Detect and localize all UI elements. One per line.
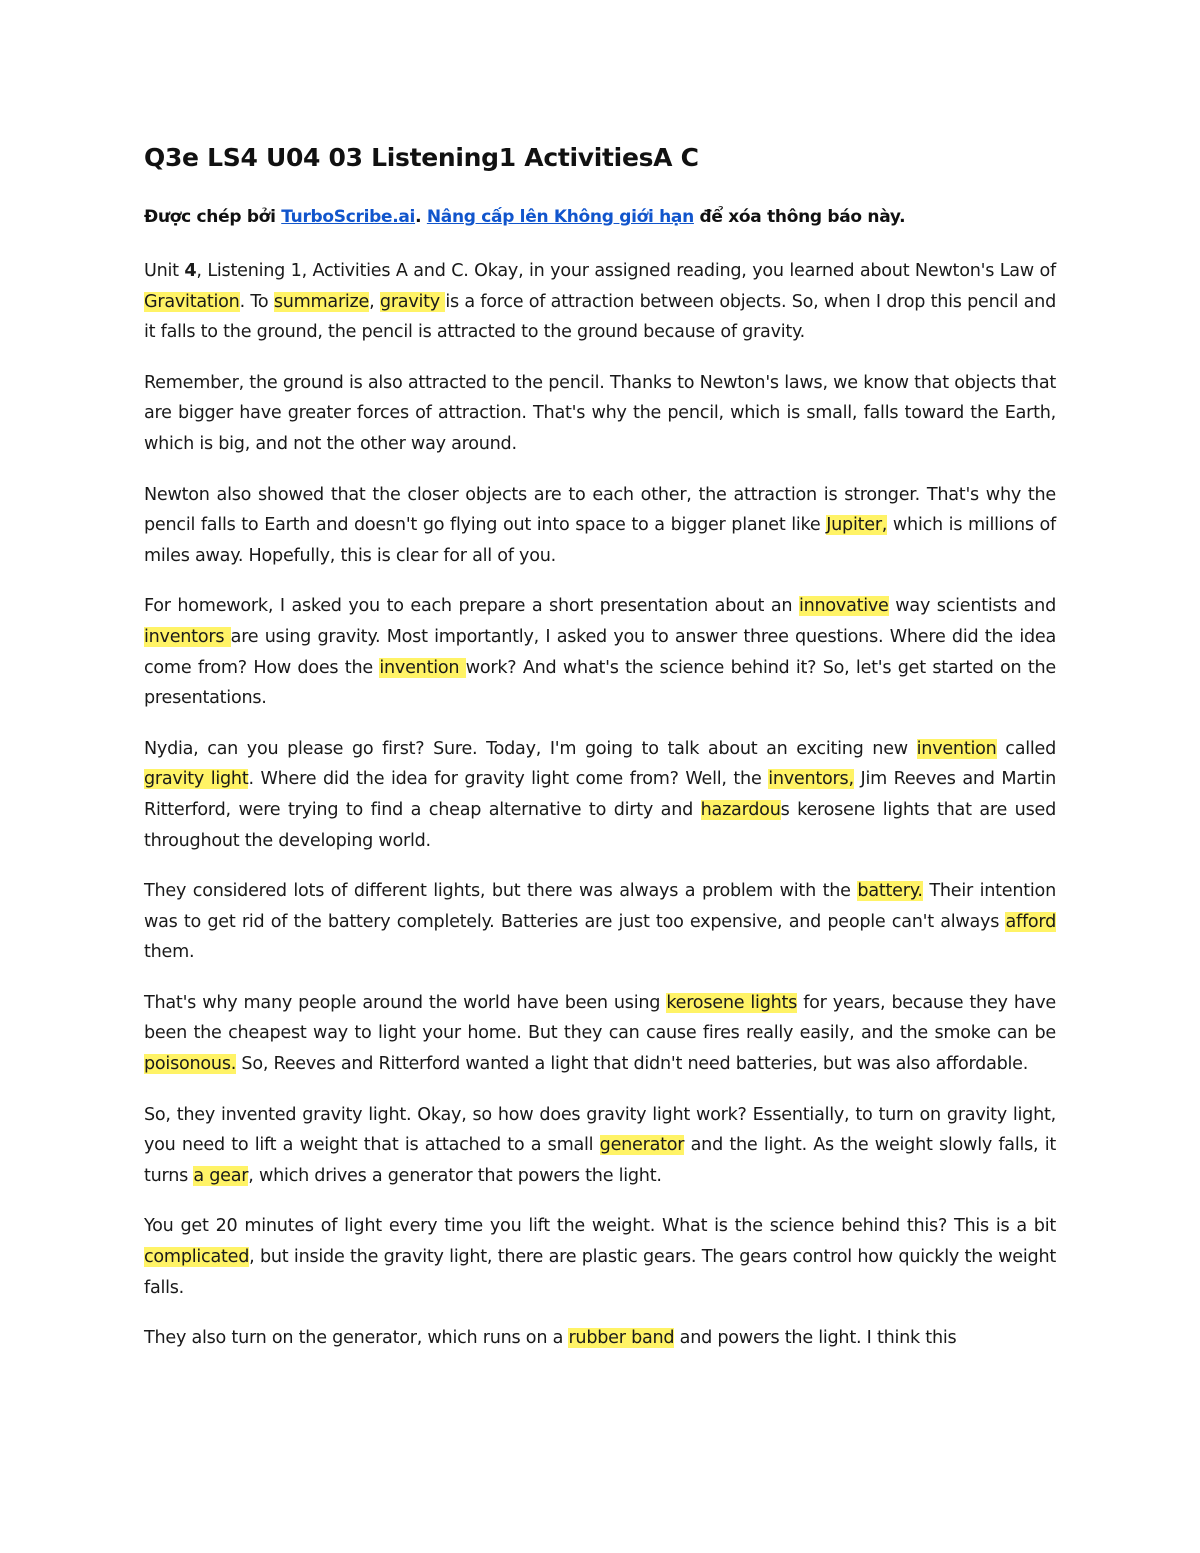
paragraph-text: , Listening 1, Activities A and C. Okay, in your assigned reading, you learned about Newton's Law of bbox=[196, 261, 1056, 281]
transcript-paragraph bbox=[144, 876, 1056, 968]
highlighted-term: a gear bbox=[193, 1165, 249, 1186]
transcript-paragraph bbox=[144, 734, 1056, 856]
highlighted-term: afford bbox=[1005, 911, 1056, 932]
paragraph-text: way scientists and bbox=[888, 596, 1056, 617]
paragraph-text: Unit bbox=[144, 261, 185, 281]
transcript-paragraph bbox=[144, 1100, 1056, 1192]
paragraph-text: They also turn on the generator, which runs on a bbox=[144, 1328, 569, 1349]
paragraph-text: is a force of attraction between objects. So, when I drop this pencil and it falls to the ground, the pencil is attracted to the ground because of gravity. bbox=[144, 291, 1056, 343]
bold-text: 4 bbox=[184, 261, 197, 281]
paragraph-text: and powers the light. I think this bbox=[674, 1328, 957, 1349]
paragraph-text: They considered lots of different lights, but there was always a problem with the bbox=[144, 881, 858, 902]
highlighted-term: rubber band bbox=[568, 1328, 675, 1349]
paragraph-text: work? And what's the science behind it? So, let's get started on the presentations. bbox=[144, 657, 1057, 709]
paragraph-text: So, they invented gravity light. Okay, so how does gravity light work? Essentially, to turn on gravity light, you need to lift a weight that is attached to a small bbox=[144, 1104, 1056, 1156]
highlighted-term: invention bbox=[916, 738, 997, 759]
highlighted-term: inventors, bbox=[768, 769, 854, 790]
transcript-paragraph bbox=[144, 256, 1056, 348]
transcript-body bbox=[144, 256, 1056, 1354]
paragraph-text: Newton also showed that the closer objects are to each other, the attraction is stronger. That's why the pencil falls to Earth and doesn't go flying out into space to a bigger planet like bbox=[144, 484, 1056, 536]
turboscribe-link[interactable]: TurboScribe.ai bbox=[281, 207, 416, 227]
credit-prefix: Được chép bởi bbox=[144, 207, 282, 227]
paragraph-text: for years, because they have been the cheapest way to light your home. But they can cause fires really easily, and the smoke can be bbox=[144, 992, 1056, 1044]
paragraph-text: , which drives a generator that powers the light. bbox=[248, 1165, 662, 1186]
document-title: Q3e LS4 U04 03 Listening1 ActivitiesA C bbox=[144, 143, 699, 172]
paragraph-text: which is millions of miles away. Hopefully, this is clear for all of you. bbox=[144, 515, 1056, 566]
credit-separator: . bbox=[415, 207, 427, 227]
paragraph-text: Jim Reeves and Martin Ritterford, were trying to find a cheap alternative to dirty and bbox=[144, 769, 1056, 820]
highlighted-term: gravity light bbox=[144, 769, 249, 790]
highlighted-term: gravity bbox=[379, 291, 446, 312]
highlighted-term: kerosene lights bbox=[666, 992, 798, 1013]
highlighted-term: hazardou bbox=[700, 799, 781, 820]
paragraph-text: , bbox=[369, 291, 380, 312]
document-page bbox=[144, 138, 1056, 1374]
highlighted-term: inventors bbox=[144, 626, 231, 647]
highlighted-term: Gravitation bbox=[144, 291, 240, 312]
transcript-paragraph bbox=[144, 368, 1056, 460]
credit-suffix: để xóa thông báo này. bbox=[693, 207, 906, 227]
paragraph-text: them. bbox=[144, 942, 195, 963]
paragraph-text: Remember, the ground is also attracted to the pencil. Thanks to Newton's laws, we know that objects that are bigger have greater forces of attraction. That's why the pencil, which is small, falls toward the Earth, which is big, and not the other way around. bbox=[144, 372, 1056, 454]
transcript-paragraph bbox=[144, 480, 1056, 572]
paragraph-text: That's why many people around the world have been using bbox=[144, 992, 667, 1013]
transcript-paragraph bbox=[144, 1323, 1056, 1354]
paragraph-text: For homework, I asked you to each prepare a short presentation about an bbox=[144, 596, 799, 617]
highlighted-term: invention bbox=[379, 657, 466, 678]
highlighted-term: summarize bbox=[273, 291, 370, 312]
paragraph-text: . Where did the idea for gravity light come from? Well, the bbox=[248, 769, 769, 790]
paragraph-text: and the light. As the weight slowly falls, it turns bbox=[144, 1135, 1057, 1186]
paragraph-text: , but inside the gravity light, there are plastic gears. The gears control how quickly the weight falls. bbox=[144, 1247, 1056, 1298]
transcript-paragraph bbox=[144, 1211, 1056, 1303]
paragraph-text: called bbox=[996, 738, 1056, 759]
highlighted-term: poisonous. bbox=[144, 1054, 237, 1075]
highlighted-term: innovative bbox=[798, 596, 889, 617]
paragraph-text: Their intention was to get rid of the battery completely. Batteries are just too expensive, and people can't always bbox=[144, 881, 1056, 932]
upgrade-link[interactable]: Nâng cấp lên Không giới hạn bbox=[426, 207, 694, 227]
transcript-paragraph bbox=[144, 988, 1056, 1080]
highlighted-term: Jupiter, bbox=[826, 515, 888, 536]
highlighted-term: battery. bbox=[857, 881, 923, 902]
paragraph-text: . To bbox=[239, 291, 274, 312]
paragraph-text: are using gravity. Most importantly, I asked you to answer three questions. Where did the idea come from? How does the bbox=[144, 626, 1056, 678]
paragraph-text: s kerosene lights that are used throughout the developing world. bbox=[144, 799, 1056, 851]
paragraph-text: You get 20 minutes of light every time you lift the weight. What is the science behind this? This is a bit bbox=[144, 1216, 1056, 1237]
paragraph-text: Nydia, can you please go first? Sure. Today, I'm going to talk about an exciting new bbox=[144, 738, 917, 759]
transcription-credit bbox=[144, 202, 1056, 232]
highlighted-term: complicated bbox=[144, 1247, 250, 1268]
paragraph-text: So, Reeves and Ritterford wanted a light that didn't need batteries, but was also affordable. bbox=[236, 1054, 1029, 1075]
highlighted-term: generator bbox=[599, 1135, 685, 1156]
transcript-paragraph bbox=[144, 591, 1056, 713]
